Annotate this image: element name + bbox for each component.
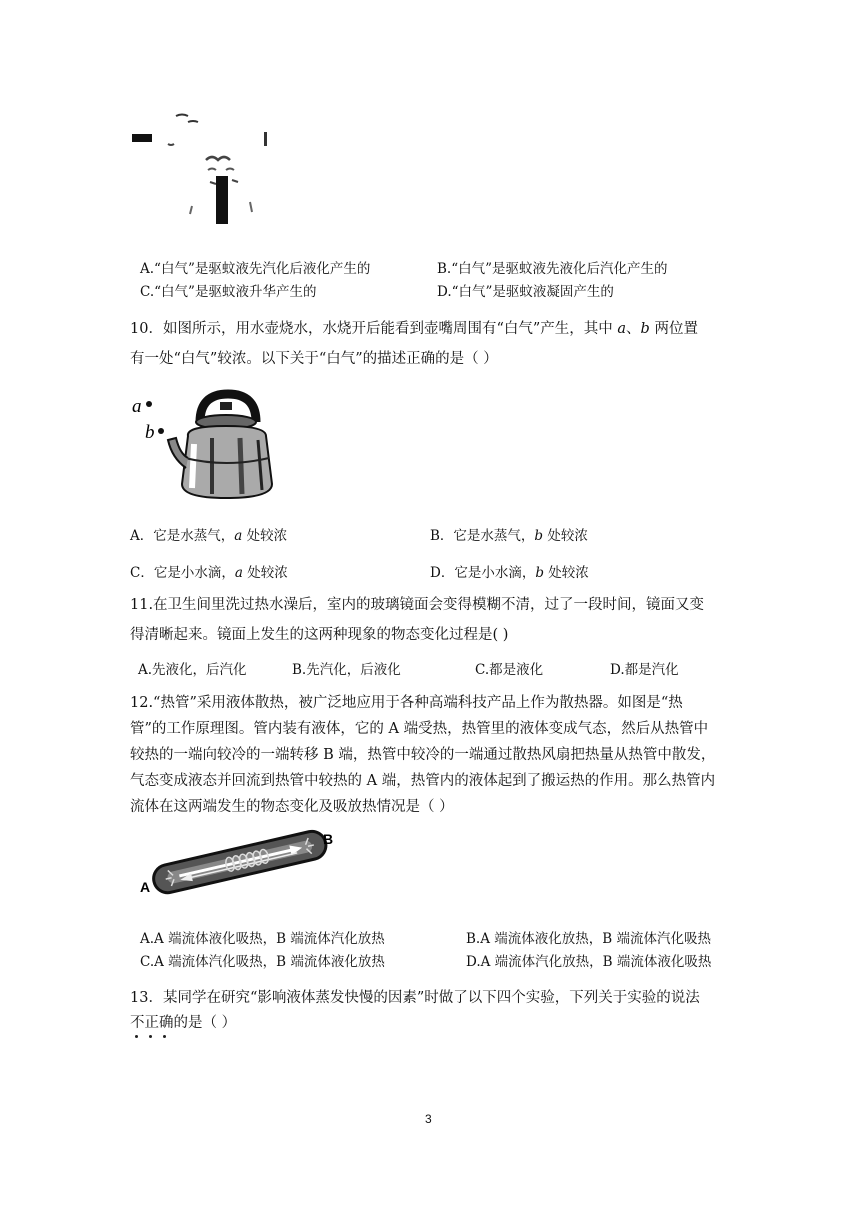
kettle-label-a: a — [132, 396, 142, 417]
q12-option-d: D.A 端流体汽化放热，B 端流体液化吸热 — [466, 954, 712, 970]
heat-pipe-figure — [138, 826, 343, 900]
q9-option-c: C.“白气”是驱蚊液升华产生的 — [140, 284, 317, 300]
q10-option-a: A．它是水蒸气，a 处较浓 — [130, 528, 288, 544]
q10-stem-line2: 有一处“白气”较浓。以下关于“白气”的描述正确的是（ ） — [130, 351, 498, 367]
repellent-figure — [128, 110, 278, 225]
q10-stem-line1: 10．如图所示，用水壶烧水，水烧开后能看到壶嘴周围有“白气”产生，其中 a、b 两位置 — [130, 321, 698, 337]
heat-pipe-label-a: A — [140, 879, 151, 895]
emphasis-dot — [163, 1035, 166, 1038]
kettle-figure — [128, 388, 278, 503]
q11-option-d: D.都是汽化 — [610, 662, 679, 678]
q10-option-d: D．它是小水滴，b 处较浓 — [430, 565, 589, 581]
q12-stem-line3: 较热的一端向较冷的一端转移 B 端，热管中较冷的一端通过散热风扇把热量从热管中散发， — [130, 747, 716, 763]
q9-option-d: D.“白气”是驱蚊液凝固产生的 — [437, 284, 614, 300]
page-number: 3 — [425, 1112, 432, 1126]
q11-option-c: C.都是液化 — [475, 662, 544, 678]
q12-stem-line4: 气态变成液态并回流到热管中较热的 A 端，热管内的液体起到了搬运热的作用。那么热管内 — [130, 773, 716, 789]
q9-option-a: A.“白气”是驱蚊液先汽化后液化产生的 — [140, 261, 371, 277]
q13-stem-line2: 不正确的是（ ） — [130, 1015, 237, 1031]
heat-pipe-label-b: B — [323, 831, 334, 847]
q11-option-b: B.先汽化，后液化 — [292, 662, 401, 678]
q11-stem-line2: 得清晰起来。镜面上发生的这两种现象的物态变化过程是( ) — [130, 627, 509, 643]
q11-option-a: A.先液化，后汽化 — [138, 662, 247, 678]
q10-option-c: C．它是小水滴，a 处较浓 — [130, 565, 288, 581]
q13-stem-line1: 13．某同学在研究“影响液体蒸发快慢的因素”时做了以下四个实验，下列关于实验的说法 — [130, 990, 700, 1006]
emphasis-dot — [149, 1035, 152, 1038]
q12-stem-line2: 管”的工作原理图。管内装有液体，它的 A 端受热，热管里的液体变成气态，然后从热管中 — [130, 721, 709, 737]
kettle-label-b: b — [145, 422, 155, 443]
q10-option-b: B．它是水蒸气，b 处较浓 — [430, 528, 588, 544]
q9-option-b: B.“白气”是驱蚊液先液化后汽化产生的 — [437, 261, 668, 277]
q12-option-b: B.A 端流体液化放热，B 端流体汽化吸热 — [466, 931, 711, 947]
q12-option-c: C.A 端流体汽化吸热，B 端流体液化放热 — [140, 954, 385, 970]
q12-stem-line5: 流体在这两端发生的物态变化及吸放热情况是（ ） — [130, 799, 454, 815]
q11-stem-line1: 11.在卫生间里洗过热水澡后，室内的玻璃镜面会变得模糊不清，过了一段时间，镜面又变 — [130, 597, 705, 613]
q12-stem-line1: 12.“热管”采用液体散热，被广泛地应用于各种高端科技产品上作为散热器。如图是“热 — [130, 695, 683, 711]
q12-option-a: A.A 端流体液化吸热，B 端流体汽化放热 — [140, 931, 385, 947]
emphasis-dot — [135, 1035, 138, 1038]
